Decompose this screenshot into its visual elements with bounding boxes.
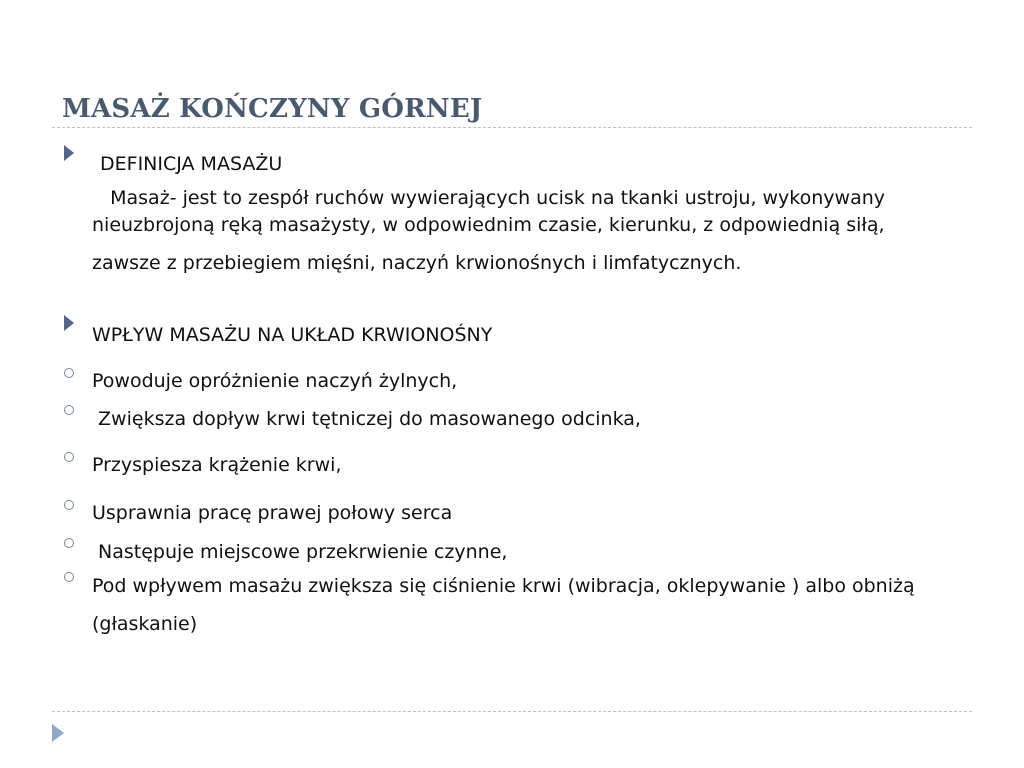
title-divider (52, 127, 972, 128)
list-item-pressure-line-2: (głaskanie) (92, 613, 198, 635)
list-item-pressure-line-1: Pod wpływem masażu zwiększa się ciśnienie krwi (wibracja, oklepywanie ) albo obniżą (92, 575, 915, 597)
circle-bullet-icon (64, 368, 74, 378)
circulation-heading: WPŁYW MASAŻU NA UKŁAD KRWIONOŚNY (92, 324, 493, 346)
list-item: Przyspiesza krążenie krwi, (92, 454, 342, 476)
slide-title: MASAŻ KOŃCZYNY GÓRNEJ (62, 94, 483, 124)
list-item: Zwiększa dopływ krwi tętniczej do masowanego odcinka, (92, 408, 641, 430)
play-icon[interactable] (52, 724, 64, 742)
circle-bullet-icon (64, 405, 74, 415)
definition-line-2: nieuzbrojoną ręką masażysty, w odpowiednim czasie, kierunku, z odpowiednią siłą, (92, 214, 885, 236)
circle-bullet-icon (64, 500, 74, 510)
triangle-bullet-icon (64, 315, 74, 331)
circle-bullet-icon (64, 572, 74, 582)
list-item: Usprawnia pracę prawej połowy serca (92, 502, 453, 524)
list-item: Powoduje opróżnienie naczyń żylnych, (92, 370, 458, 392)
definition-line-1: Masaż- jest to zespół ruchów wywierających ucisk na tkanki ustroju, wykonywany (92, 187, 886, 209)
list-item: Następuje miejscowe przekrwienie czynne, (92, 541, 508, 563)
circle-bullet-icon (64, 538, 74, 548)
triangle-bullet-icon (64, 145, 74, 161)
circle-bullet-icon (64, 452, 74, 462)
footer-divider (52, 711, 972, 712)
definition-heading: DEFINICJA MASAŻU (100, 153, 283, 175)
definition-line-3: zawsze z przebiegiem mięśni, naczyń krwionośnych i limfatycznych. (92, 252, 742, 274)
